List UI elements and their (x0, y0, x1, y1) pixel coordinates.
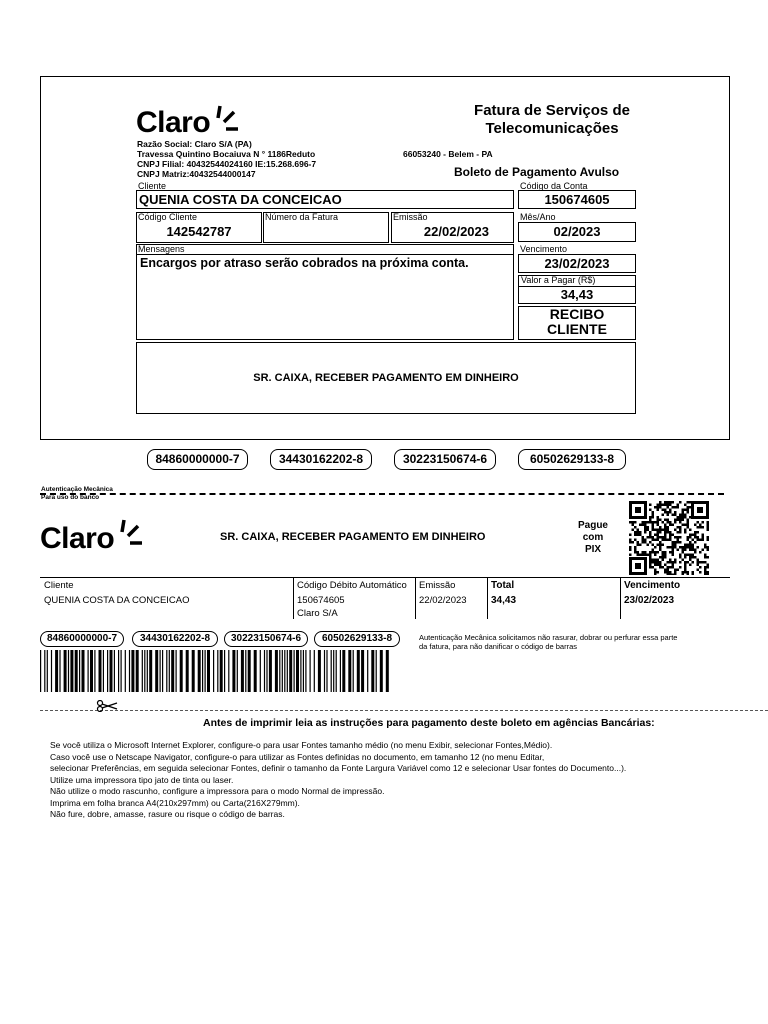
codigo-cliente-label: Código Cliente (138, 212, 198, 222)
stub-cliente-value: QUENIA COSTA DA CONCEICAO (44, 595, 190, 606)
caixa-text: SR. CAIXA, RECEBER PAGAMENTO EM DINHEIRO (253, 372, 519, 384)
pix-line2: com (582, 532, 604, 543)
cnpj-matriz: CNPJ Matriz:40432544000147 (137, 169, 256, 179)
auth-label-line1: Autenticação Mecânica (41, 486, 113, 493)
emissao-value: 22/02/2023 (423, 224, 489, 239)
instruction-line: Caso você use o Netscape Navigator, configure-o para utilizar as Fontes definidas no documento, em tamanho 12 (no menu Editar, (50, 751, 545, 762)
cep-city: 66053240 - Belem - PA (403, 149, 493, 159)
pix-label (570, 520, 616, 556)
cut-line-1 (40, 493, 724, 495)
stub-debito-label: Código Débito Automático (297, 580, 407, 591)
recibo-line1: RECIBO (549, 306, 605, 322)
claro-logo (136, 104, 246, 140)
codigo-conta-value: 150674605 (544, 192, 610, 207)
instruction-line: selecionar Preferências, em seguida selecionar Fontes, definir o tamanho da Fonte Largura Variável como 12 e selecionar Usar fontes do Documento...). (50, 763, 627, 773)
cliente-label: Cliente (138, 181, 167, 191)
mensagens-value: Encargos por atraso serão cobrados na próxima conta. (140, 256, 469, 270)
barcode-icon (40, 650, 392, 692)
instruction-line: Imprima em folha branca A4(210x297mm) ou Carta(216X279mm). (50, 797, 300, 808)
stub-divider-3 (487, 577, 488, 619)
stub-vencimento-value: 23/02/2023 (624, 595, 675, 606)
cnpj-filial: CNPJ Filial: 40432544024160 IE:15.268.696-7 (137, 159, 317, 169)
instruction-line: Não fure, dobre, amasse, rasure ou risque o código de barras. (50, 809, 285, 819)
cut-line-2 (40, 710, 768, 711)
pix-line1: Pague (577, 520, 608, 531)
emissao-label: Emissão (393, 212, 428, 222)
stub-digitable-field-1: 84860000000-7 (40, 631, 124, 647)
stub-divider-1 (293, 577, 294, 619)
boleto-title: Boleto de Pagamento Avulso (454, 165, 620, 179)
stub-total-value: 34,43 (491, 595, 517, 606)
codigo-conta-label: Código da Conta (520, 181, 588, 191)
stub-digitable-field-4: 60502629133-8 (314, 631, 400, 647)
instruction-line: Se você utiliza o Microsoft Internet Explorer, configure-o para usar Fontes tamanho médio (no menu Exibir, selecionar Fontes,Médio). (50, 740, 553, 750)
invoice-title (462, 102, 642, 138)
stub-emissao-label: Emissão (419, 580, 456, 591)
stub-digitable-field-3: 30223150674-6 (224, 631, 308, 647)
stub-debito-company: Claro S/A (297, 608, 338, 619)
invoice-title-line1: Fatura de Serviços de (474, 102, 630, 119)
stub-cliente-label: Cliente (44, 580, 74, 591)
stub-total-label: Total (491, 580, 515, 591)
instruction-line: Não utilize o modo rascunho, configure a impressora para o modo Normal de impressão. (50, 786, 385, 796)
mes-ano-label: Mês/Ano (520, 212, 556, 222)
vencimento-value: 23/02/2023 (544, 256, 610, 271)
valor-value: 34,43 (560, 287, 594, 302)
stub-vencimento-label: Vencimento (624, 580, 681, 591)
pix-line3: PIX (584, 544, 602, 555)
codigo-cliente-value: 142542787 (166, 224, 232, 239)
recibo-text (518, 307, 636, 337)
instruction-line: Utilize uma impressora tipo jato de tinta ou laser. (50, 774, 234, 785)
stub-divider-2 (415, 577, 416, 619)
valor-label: Valor a Pagar (R$) (521, 275, 596, 285)
address: Travessa Quintino Bocaiuva N ° 1186Reduto (137, 149, 316, 159)
digitable-field-3: 30223150674-6 (394, 449, 496, 470)
claro-logo-text: Claro (136, 106, 211, 139)
stub-divider-4 (620, 577, 621, 619)
stub-digitable-field-2: 34430162202-8 (132, 631, 218, 647)
vencimento-label: Vencimento (520, 244, 568, 254)
qr-code-icon (629, 501, 709, 575)
stub-debito-value: 150674605 (297, 595, 345, 606)
stub-claro-rays-icon (116, 518, 146, 548)
digitable-field-1: 84860000000-7 (147, 449, 248, 470)
razao-social: Razão Social: Claro S/A (PA) (137, 139, 252, 149)
mensagens-divider (136, 254, 514, 255)
auth-label-line2: Para uso do banco (41, 494, 100, 501)
company-info (137, 139, 316, 179)
stub-row-top-line (40, 577, 730, 578)
stub-claro-logo-text: Claro (40, 522, 115, 555)
stub-claro-logo (40, 518, 150, 554)
instructions-list (50, 740, 626, 821)
numero-fatura-label: Número da Fatura (265, 212, 339, 222)
instructions-title: Antes de imprimir leia as instruções para pagamento deste boleto em agências Bancárias: (203, 717, 655, 729)
recibo-line2: CLIENTE (547, 321, 607, 337)
scissors-icon (96, 700, 118, 712)
digitable-field-4: 60502629133-8 (518, 449, 626, 470)
mensagens-label: Mensagens (138, 244, 185, 254)
stub-emissao-value: 22/02/2023 (419, 595, 467, 606)
digitable-field-2: 34430162202-8 (270, 449, 372, 470)
claro-rays-icon (212, 104, 242, 134)
mes-ano-value: 02/2023 (553, 224, 601, 239)
stub-caixa-text: SR. CAIXA, RECEBER PAGAMENTO EM DINHEIRO (220, 531, 486, 543)
stub-notice: Autenticação Mecânica solicitamos não rasurar, dobrar ou perfurar essa parte da fatura, para não danificar o código de barras (419, 633, 678, 651)
cliente-value: QUENIA COSTA DA CONCEICAO (139, 192, 342, 207)
invoice-title-line2: Telecomunicações (485, 120, 619, 137)
